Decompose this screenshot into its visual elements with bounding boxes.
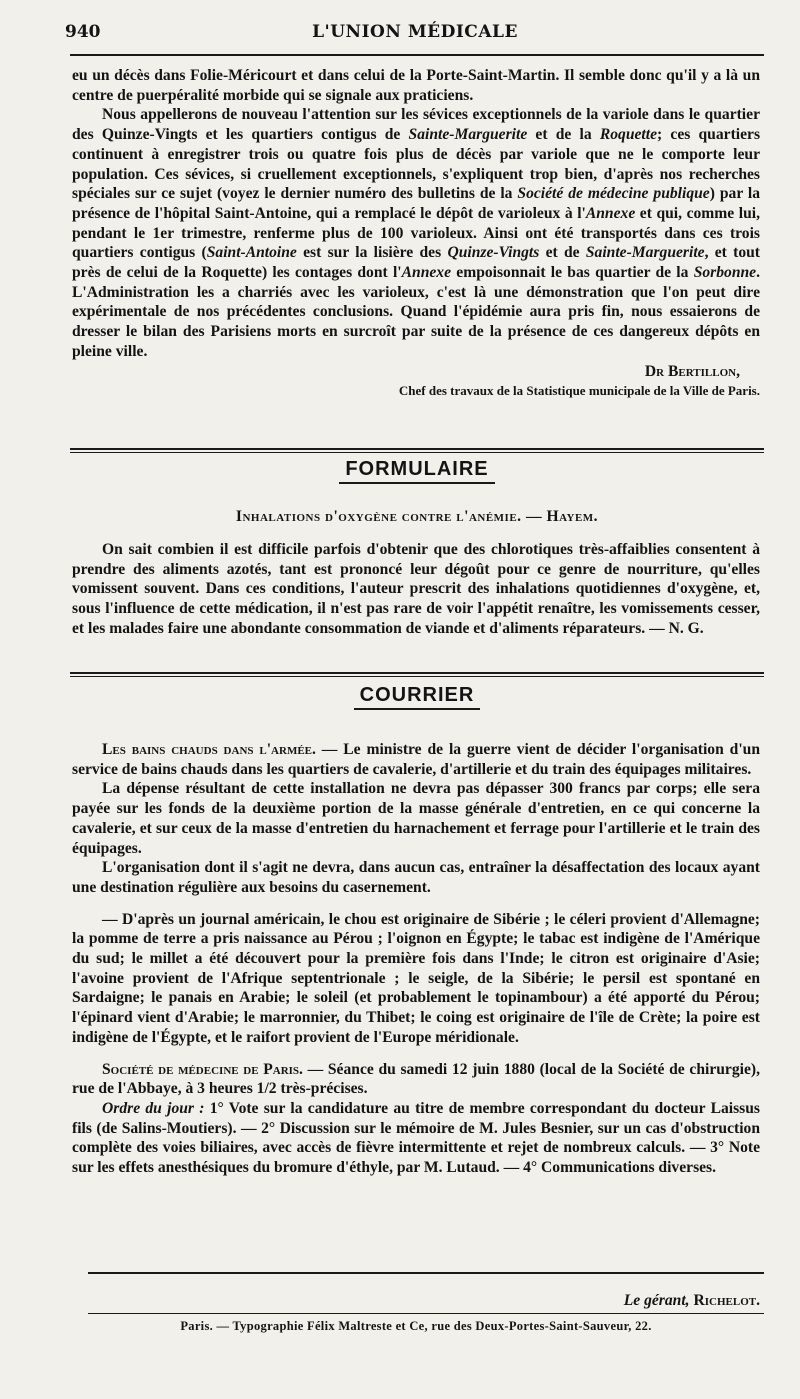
formulaire-text: On sait combien il est difficile parfois d'obtenir que des chlorotiques très-affaiblies consentent à prendre des aliments azotés, tant est prononcé leur dégoût pour ce genre de nourriture, qu'elles vomissent souvent. Dans ces conditions, l'auteur prescrit des inhalations quotidiennes d'oxygène, et, sous l'influence de cette médication, il n'est pas rare de voir l'appétit renaître, les vomissements cesser, et les malades faire une abondante consommation de viande et d'aliments réparateurs. — N. G. — [72, 541, 760, 637]
footer-rule — [88, 1313, 764, 1314]
bains-paragraph: Les bains chauds dans l'armée. — Le ministre de la guerre vient de décider l'organisation d'un service de bains chauds dans les quartiers de cavalerie, d'artillerie et du train des équipages militaires. — [72, 741, 761, 778]
journal-title: L'UNION MÉDICALE — [312, 22, 518, 42]
section-rule — [70, 452, 764, 453]
section-rule — [70, 676, 764, 677]
article-paragraph-1: eu un décès dans Folie-Méricourt et dans celui de la Porte-Saint-Martin. Il semble donc qu'il y a là un centre de puerpéralité morbide qui se signale aux praticiens. — [72, 67, 760, 104]
page-header — [65, 20, 765, 48]
section-rule — [70, 672, 764, 674]
formulaire-subheading: Inhalations d'oxygène contre l'anémie. — Hayem. — [235, 508, 599, 525]
courrier-text — [72, 740, 760, 1178]
author-signature: Dr Bertillon, — [644, 362, 740, 380]
courrier-heading: COURRIER — [70, 684, 764, 707]
printer-imprint: Paris. — Typographie Félix Maltreste et Ce, rue des Deux-Portes-Saint-Sauveur, 22. — [180, 1319, 652, 1333]
article-paragraph-2: Nous appellerons de nouveau l'attention sur les sévices exceptionnels de la variole dans le quartier des Quinze-Vingts et les quartiers contigus de Sainte-Marguerite et de la Roquette; ces quartiers continuent à enregistrer trois ou quatre fois plus de décès par variole que ne le comporte leur population. Ces sévices, si cruellement exceptionnels, s'expliquent trop bien, d'après nos recherches spéciales sur ce sujet (voyez le dernier numéro des bulletins de la Société de médecine publique) par la présence de l'hôpital Saint-Antoine, qui a remplacé le dépôt de varioleux à l'Annexe et qui, comme lui, pendant le 1er trimestre, renferme plus de 100 varioleux. Ainsi ont été transportés dans ces trois quartiers contigus (Saint-Antoine est sur la lisière des Quinze-Vingts et de Sainte-Marguerite, et tout près de celui de la Roquette) les contages dont l'Annexe empoisonnait le bas quartier de la Sorbonne. L'Administration les a charriés avec les varioleux, c'est là une démonstration que l'on peut dire expérimentale de nos précédentes conclusions. Quand l'épidémie aura pris fin, nous essaierons de dresser le bilan des Parisiens morts en surcroît par suite de la présence de ces dangereux dépôts en pleine ville. — [72, 106, 761, 360]
footer-rule — [88, 1272, 764, 1274]
formulaire-heading: FORMULAIRE — [70, 458, 764, 481]
bertillon-article — [72, 66, 760, 401]
gerant-line: Le gérant, Richelot. — [623, 1292, 760, 1309]
page-number: 940 — [65, 22, 101, 42]
bains-paragraph-2: La dépense résultant de cette installation ne devra pas dépasser 300 francs par corps; elle sera payée sur les fonds de la deuxième portion de la masse générale d'entretien, en ce qui concerne la cavalerie, et sur ceux de la masse d'entretien du harnachement et ferrage pour l'artillerie et le train des équipages. — [72, 780, 760, 857]
bains-paragraph-3: L'organisation dont il s'agit ne devra, dans aucun cas, entraîner la désaffectation des locaux ayant une destination régulière aux besoins du casernement. — [72, 859, 760, 896]
chou-paragraph: — D'après un journal américain, le chou est originaire de Sibérie ; le céleri provient d'Allemagne; la pomme de terre a pris naissance au Pérou ; l'oignon en Égypte; le tabac est indigène de l'Amérique du sud; le millet a été découvert pour la première fois dans l'Inde; le citron est originaire d'Asie; l'avoine provient de l'Afrique septentrionale ; le seigle, de la Sibérie; le persil est spontané en Sardaigne; le panais en Arabie; le soleil (et probablement le topinambour) a été apporté du Pérou; l'épinard vient d'Arabie; le marronnier, du Thibet; le coing est originaire de l'île de Crète; la poire est indigène de l'Égypte, et le raifort provient de l'Europe méridionale. — [72, 910, 760, 1046]
header-rule — [70, 54, 764, 56]
societe-paragraph: Société de médecine de Paris. — Séance du samedi 12 juin 1880 (local de la Société de chirurgie), rue de l'Abbaye, à 3 heures 1/2 très-précises. — [72, 1060, 760, 1098]
ordre-du-jour-paragraph: Ordre du jour : 1° Vote sur la candidature au titre de membre correspondant du docteur Laissus fils (de Salins-Moutiers). — 2° Discussion sur le mémoire de M. Jules Besnier, sur un cas d'obstruction complète des voies biliaires, avec accès de fièvre intermittente et rejet de nombreux calculs. — 3° Note sur les effets anesthésiques du bromure d'éthyle, par M. Lutaud. — 4° Communications diverses. — [72, 1099, 760, 1177]
author-title: Chef des travaux de la Statistique municipale de la Ville de Paris. — [398, 383, 760, 399]
section-rule — [70, 448, 764, 450]
